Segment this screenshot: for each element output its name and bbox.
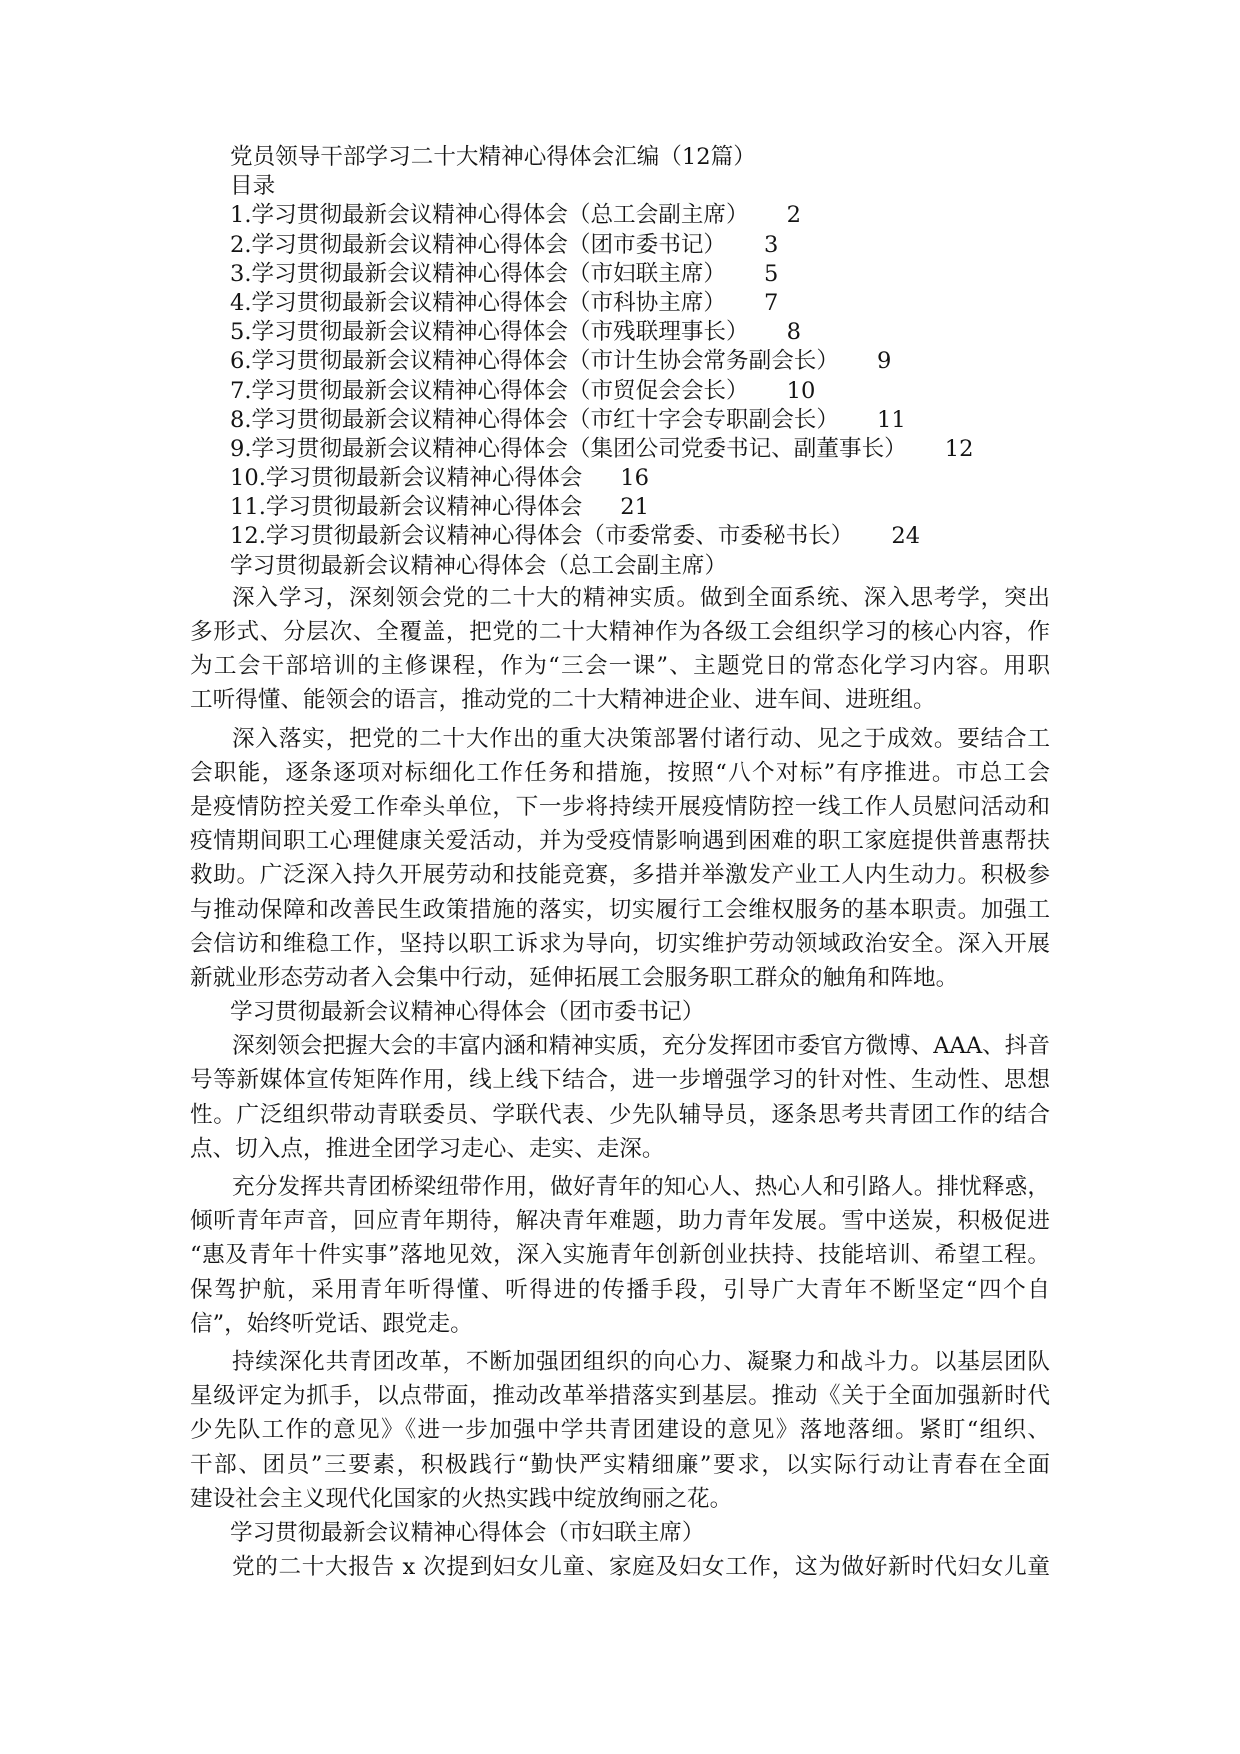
paragraph-line: 信”，始终听党话、跟党走。 (190, 1310, 473, 1337)
section-heading: 学习贯彻最新会议精神心得体会（团市委书记） (230, 999, 705, 1026)
toc-item (190, 377, 1050, 406)
section (190, 1516, 1050, 1584)
toc-page-number: 24 (891, 523, 921, 550)
toc-item (190, 406, 1050, 435)
paragraph-line: 建设社会主义现代化国家的火热实践中绽放绚丽之花。 (190, 1485, 733, 1512)
toc-page-number: 5 (764, 260, 779, 287)
paragraph-line: 多形式、分层次、全覆盖，把党的二十大精神作为各级工会组织学习的核心内容，作 (190, 619, 1050, 645)
paragraph-line: 会职能，逐条逐项对标细化工作任务和措施，按照“八个对标”有序推进。市总工会 (190, 759, 1050, 786)
toc-item (190, 318, 1050, 347)
toc-page-number: 11 (877, 406, 906, 433)
toc-item (190, 522, 1050, 551)
toc-item-label: 7.学习贯彻最新会议精神心得体会（市贸促会会长） (230, 377, 749, 404)
paragraph-line: 性。广泛组织带动青联委员、学联代表、少先队辅导员，逐条思考共青团工作的结合 (190, 1101, 1050, 1128)
paragraph (190, 722, 1050, 996)
document-title: 党员领导干部学习二十大精神心得体会汇编（12篇） (230, 144, 756, 170)
toc-page-number: 8 (786, 319, 801, 346)
paragraph-line: 救助。广泛深入持久开展劳动和技能竞赛，多措并举激发产业工人内生动力。积极参 (190, 862, 1050, 889)
sections-container (190, 552, 1050, 1585)
paragraph (190, 1550, 1050, 1584)
paragraph-line: 工听得懂、能领会的语言，推动党的二十大精神进企业、进车间、进班组。 (190, 687, 936, 714)
paragraph-line: 深入学习，深刻领会党的二十大的精神实质。做到全面系统、深入思考学，突出 (232, 584, 1050, 611)
section-heading: 学习贯彻最新会议精神心得体会（总工会副主席） (230, 552, 728, 579)
toc-item-label: 11.学习贯彻最新会议精神心得体会 (230, 494, 583, 521)
section-heading: 学习贯彻最新会议精神心得体会（市妇联主席） (230, 1519, 705, 1546)
toc-item-label: 10.学习贯彻最新会议精神心得体会 (230, 465, 583, 492)
paragraph-line: 会信访和维稳工作，坚持以职工诉求为导向，切实维护劳动领域政治安全。深入开展 (190, 930, 1050, 957)
toc-item (190, 260, 1050, 289)
paragraph-line: 新就业形态劳动者入会集中行动，延伸拓展工会服务职工群众的触角和阵地。 (190, 964, 959, 991)
toc-page-number: 12 (944, 435, 974, 462)
toc-page-number: 7 (764, 289, 779, 316)
paragraph-line: 少先队工作的意见》《进一步加强中学共青团建设的意见》落地落细。紧盯“组织、 (190, 1417, 1050, 1444)
paragraph-line: “惠及青年十件实事”落地见效，深入实施青年创新创业扶持、技能培训、希望工程。 (190, 1242, 1050, 1269)
toc-item-label: 2.学习贯彻最新会议精神心得体会（团市委书记） (230, 231, 727, 258)
paragraph-line: 党的二十大报告 x 次提到妇女儿童、家庭及妇女工作，这为做好新时代妇女儿童 (232, 1554, 1050, 1581)
toc-item-label: 6.学习贯彻最新会议精神心得体会（市计生协会常务副会长） (230, 348, 839, 375)
toc-item (190, 493, 1050, 522)
toc-item (190, 289, 1050, 318)
toc-item (190, 464, 1050, 493)
paragraph (190, 581, 1050, 718)
toc-page-number: 2 (786, 202, 801, 229)
toc-page-number: 16 (620, 465, 649, 492)
paragraph-line: 倾听青年声音，回应青年期待，解决青年难题，助力青年发展。雪中送炭，积极促进 (190, 1208, 1050, 1235)
paragraph-line: 深入落实，把党的二十大作出的重大决策部署付诸行动、见之于成效。要结合工 (232, 725, 1050, 752)
toc-page-number: 21 (620, 494, 649, 521)
toc-page-number: 3 (764, 231, 779, 258)
paragraph (190, 1029, 1050, 1166)
paragraph (190, 1170, 1050, 1341)
paragraph-line: 与推动保障和改善民生政策措施的落实，切实履行工会维权服务的基本职责。加强工 (190, 896, 1050, 923)
toc-item (190, 435, 1050, 464)
toc-item-label: 4.学习贯彻最新会议精神心得体会（市科协主席） (230, 289, 727, 316)
toc-item-label: 9.学习贯彻最新会议精神心得体会（集团公司党委书记、副董事长） (230, 435, 907, 462)
toc-page-number: 9 (877, 348, 892, 375)
toc-item-label: 5.学习贯彻最新会议精神心得体会（市残联理事长） (230, 319, 749, 346)
toc-item (190, 201, 1050, 230)
toc-item-label: 12.学习贯彻最新会议精神心得体会（市委常委、市委秘书长） (230, 523, 854, 550)
paragraph-line: 持续深化共青团改革，不断加强团组织的向心力、凝聚力和战斗力。以基层团队 (232, 1348, 1050, 1375)
paragraph-line: 是疫情防控关爱工作牵头单位，下一步将持续开展疫情防控一线工作人员慰问活动和 (190, 793, 1050, 820)
section (190, 995, 1050, 1516)
paragraph-line: 保驾护航，采用青年听得懂、听得进的传播手段，引导广大青年不断坚定“四个自 (190, 1276, 1050, 1303)
toc-item (190, 231, 1050, 260)
toc-page-number: 10 (786, 377, 816, 404)
paragraph-line: 点、切入点，推进全团学习走心、走实、走深。 (190, 1135, 665, 1162)
toc-item (190, 347, 1050, 376)
toc-item-label: 3.学习贯彻最新会议精神心得体会（市妇联主席） (230, 260, 727, 287)
toc-heading: 目录 (230, 173, 276, 200)
section (190, 552, 1050, 995)
paragraph (190, 1345, 1050, 1516)
table-of-contents (190, 201, 1050, 551)
paragraph-line: 为工会干部培训的主修课程，作为“三会一课”、主题党日的常态化学习内容。用职 (190, 653, 1050, 680)
paragraph-line: 深刻领会把握大会的丰富内涵和精神实质，充分发挥团市委官方微博、AAA、抖音 (232, 1033, 1050, 1060)
paragraph-line: 干部、团员”三要素，积极践行“勤快严实精细廉”要求，以实际行动让青春在全面 (190, 1451, 1050, 1478)
paragraph-line: 疫情期间职工心理健康关爱活动，并为受疫情影响遇到困难的职工家庭提供普惠帮扶 (190, 828, 1050, 855)
toc-item-label: 1.学习贯彻最新会议精神心得体会（总工会副主席） (230, 202, 749, 229)
toc-item-label: 8.学习贯彻最新会议精神心得体会（市红十字会专职副会长） (230, 406, 839, 433)
paragraph-line: 星级评定为抓手，以点带面，推动改革举措落实到基层。推动《关于全面加强新时代 (190, 1383, 1050, 1410)
paragraph-line: 充分发挥共青团桥梁纽带作用，做好青年的知心人、热心人和引路人。排忧释惑， (232, 1174, 1050, 1200)
document-body (190, 143, 1050, 1584)
paragraph-line: 号等新媒体宣传矩阵作用，线上线下结合，进一步增强学习的针对性、生动性、思想 (190, 1067, 1050, 1094)
